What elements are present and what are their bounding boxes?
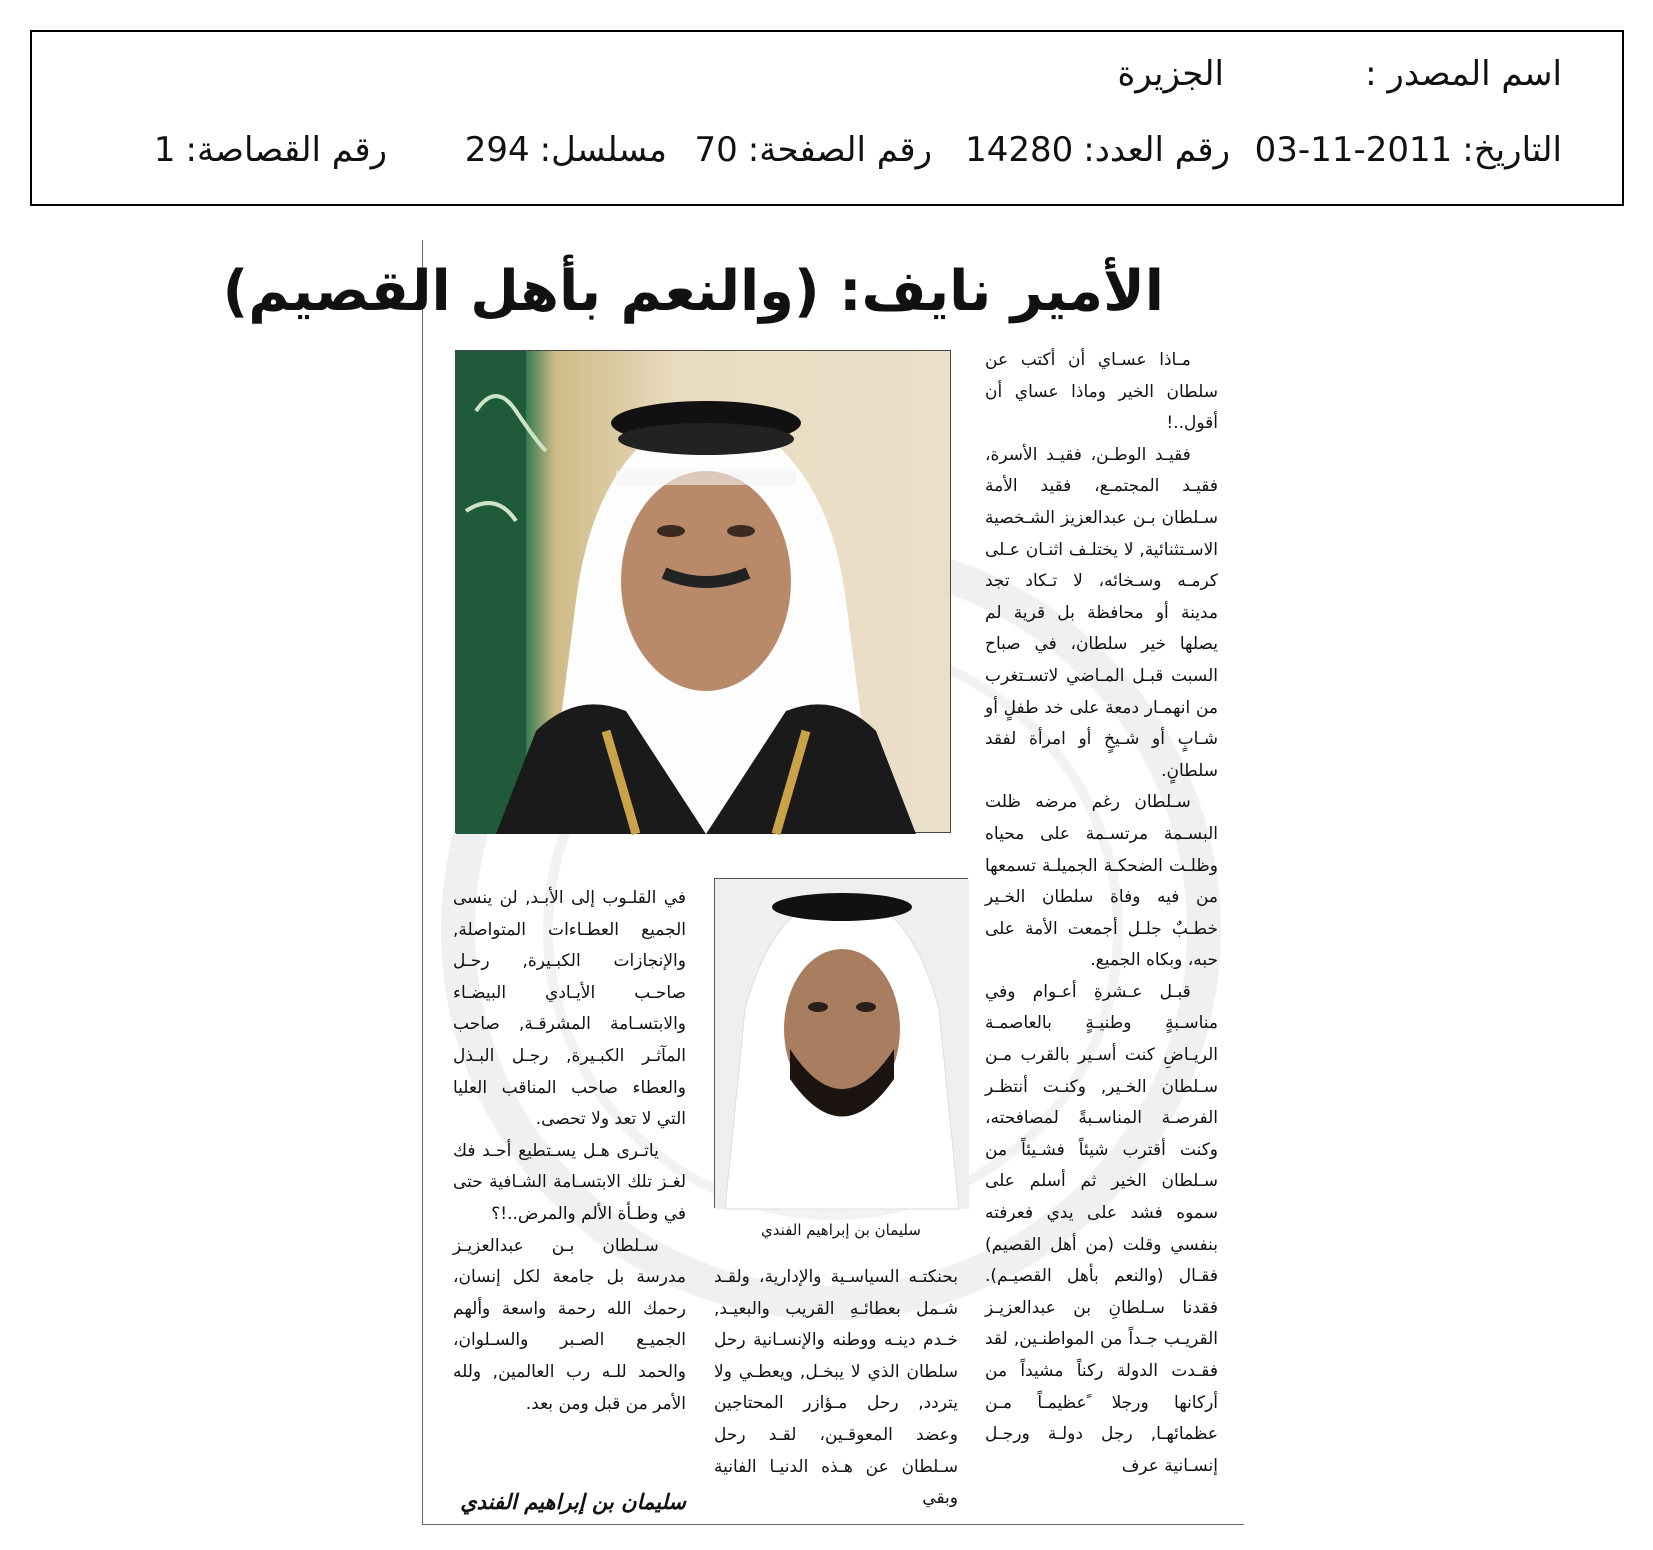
author-photo-caption: سليمان بن إبراهيم الفندي — [761, 1221, 921, 1239]
issue-label: رقم العدد: — [1083, 130, 1230, 170]
paragraph: سـلطان بـن عبدالعزيـز مدرسة بل جامعة لكل إنسان، رحمك الله رحمة واسعة وألهم الجميـع الصـبر والسـلوان، والحمد للـه رب العالمين, ولله الأمر من قبل ومن بعد. — [453, 1235, 686, 1414]
clipping-metadata-box — [30, 30, 1624, 206]
article-column-2 — [714, 1262, 958, 1515]
article-column-3 — [453, 883, 686, 1420]
serial-value: 294 — [464, 130, 530, 170]
page-label: رقم الصفحة: — [747, 130, 932, 170]
issue-value: 14280 — [965, 130, 1074, 170]
newspaper-clipping — [222, 240, 1244, 1525]
source-label: اسم المصدر : — [1365, 54, 1562, 94]
paragraph: قبـل عـشرةِ أعـوام وفي مناسـبةٍ وطنيـةٍ بالعاصمـة الريـاضِ كنت أسـير بالقرب مـن سـلطان الخـير, وكنـت أنتظـر الفرصـة المناسـبةً لمصافحته، وكنت أقترب شيئاً فشـيئاً من سـلطان الخير ثم أسلم على سموه فشد على يدي فعرفته بنفسي وقلت (من أهل القصيم) فقـال (والنعم بأهل القصيـم). فقدنا سـلطانِ بن عبدالعزيـز القريـب جـداً من المواطنـين, لقد فقـدت الدولة ركناً مشيداً من أركانها ورجلا ًعظيمـاً مـن عظمائهـا, رجل دولـة ورجـل إنسـانية عرف — [985, 981, 1218, 1476]
article-column-1 — [985, 345, 1218, 1482]
author-signature: سليمان بن إبراهيم الفندي — [460, 1489, 686, 1514]
portrait-illustration — [456, 351, 952, 834]
serial-label: مسلسل: — [539, 130, 667, 170]
date-field — [1255, 130, 1562, 170]
clipping-number-label: رقم القصاصة: — [185, 130, 387, 170]
serial-field — [465, 130, 667, 170]
issue-field — [965, 130, 1230, 170]
clipping-number-value: 1 — [153, 130, 176, 170]
date-value: 2011-11-03 — [1254, 130, 1453, 170]
page-value: 70 — [694, 130, 738, 170]
date-label: التاريخ: — [1462, 130, 1562, 170]
page-field — [695, 130, 933, 170]
paragraph: فقيـد الوطـن، فقيـد الأسرة، فقيـد المجتمـع، فقيد الأمة سـلطان بـن عبدالعزيز الشـخصية الاسـتثنائية, لا يختلـف اثنـان عـلى كرمـه وسـخائه، لا تـكاد تجد مدينة أو محافظة بل قرية لم يصلها خير سلطان، في صباح السبت قبـل المـاضي لاتسـتغرب من انهمـار دمعة على خد طفلٍ أو شـابٍ أو شـيخٍ أو امرأة لفقد سلطانٍ. — [985, 444, 1218, 781]
author-photo — [714, 878, 968, 1208]
paragraph: في القلـوب إلى الأبـد, لن ينسى الجميع العطـاءات المتواصلة, والإنجازات الكبـيرة, رحـل صاحـب الأيـادي البيضـاء والابتسـامة المشرقـة, صاحب المآثـر الكبـيرة, رجـل البـذل والعطاء صاحب المناقب العليا التي لا تعد ولا تحصى. — [453, 888, 686, 1130]
source-value: الجزيرة — [1117, 54, 1224, 94]
paragraph: سـلطان رغم مرضه ظلت البسـمة مرتسـمة على محياه وظلـت الضحكـة الجميلـة تسمعها من فيه وفاة سلطان الخـير خطـبٌ جلـل أجمعت الأمة على حبه، وبكاه الجميع. — [985, 792, 1218, 971]
clipping-number-field — [154, 130, 387, 170]
author-illustration — [715, 879, 969, 1209]
article-headline: الأمير نايف: (والنعم بأهل القصيم) — [222, 259, 1164, 324]
paragraph: بحنكتـه السياسـية والإدارية، ولقـد شـمل بعطائـهِ القريب والبعيـد, خـدم دينـه ووطنه والإنسـانية رحل سلطان الذي لا يبخـل, ويعطـي ولا يتردد, رحل مـؤازر المحتاجين وعضد المعوقـين، لقـد رحل سـلطان عن هـذه الدنيـا الفانية وبقي — [714, 1267, 958, 1509]
paragraph: مـاذا عسـاي أن أكتب عن سلطان الخير وماذا عساي أن أقول..! — [985, 350, 1218, 434]
portrait-photo — [455, 350, 951, 833]
paragraph: ياتـرى هـل يسـتطيع أحـد فك لغـز تلك الابتسـامة الشـافية حتى في وطـأة الألم والمرض..!؟ — [453, 1140, 686, 1224]
